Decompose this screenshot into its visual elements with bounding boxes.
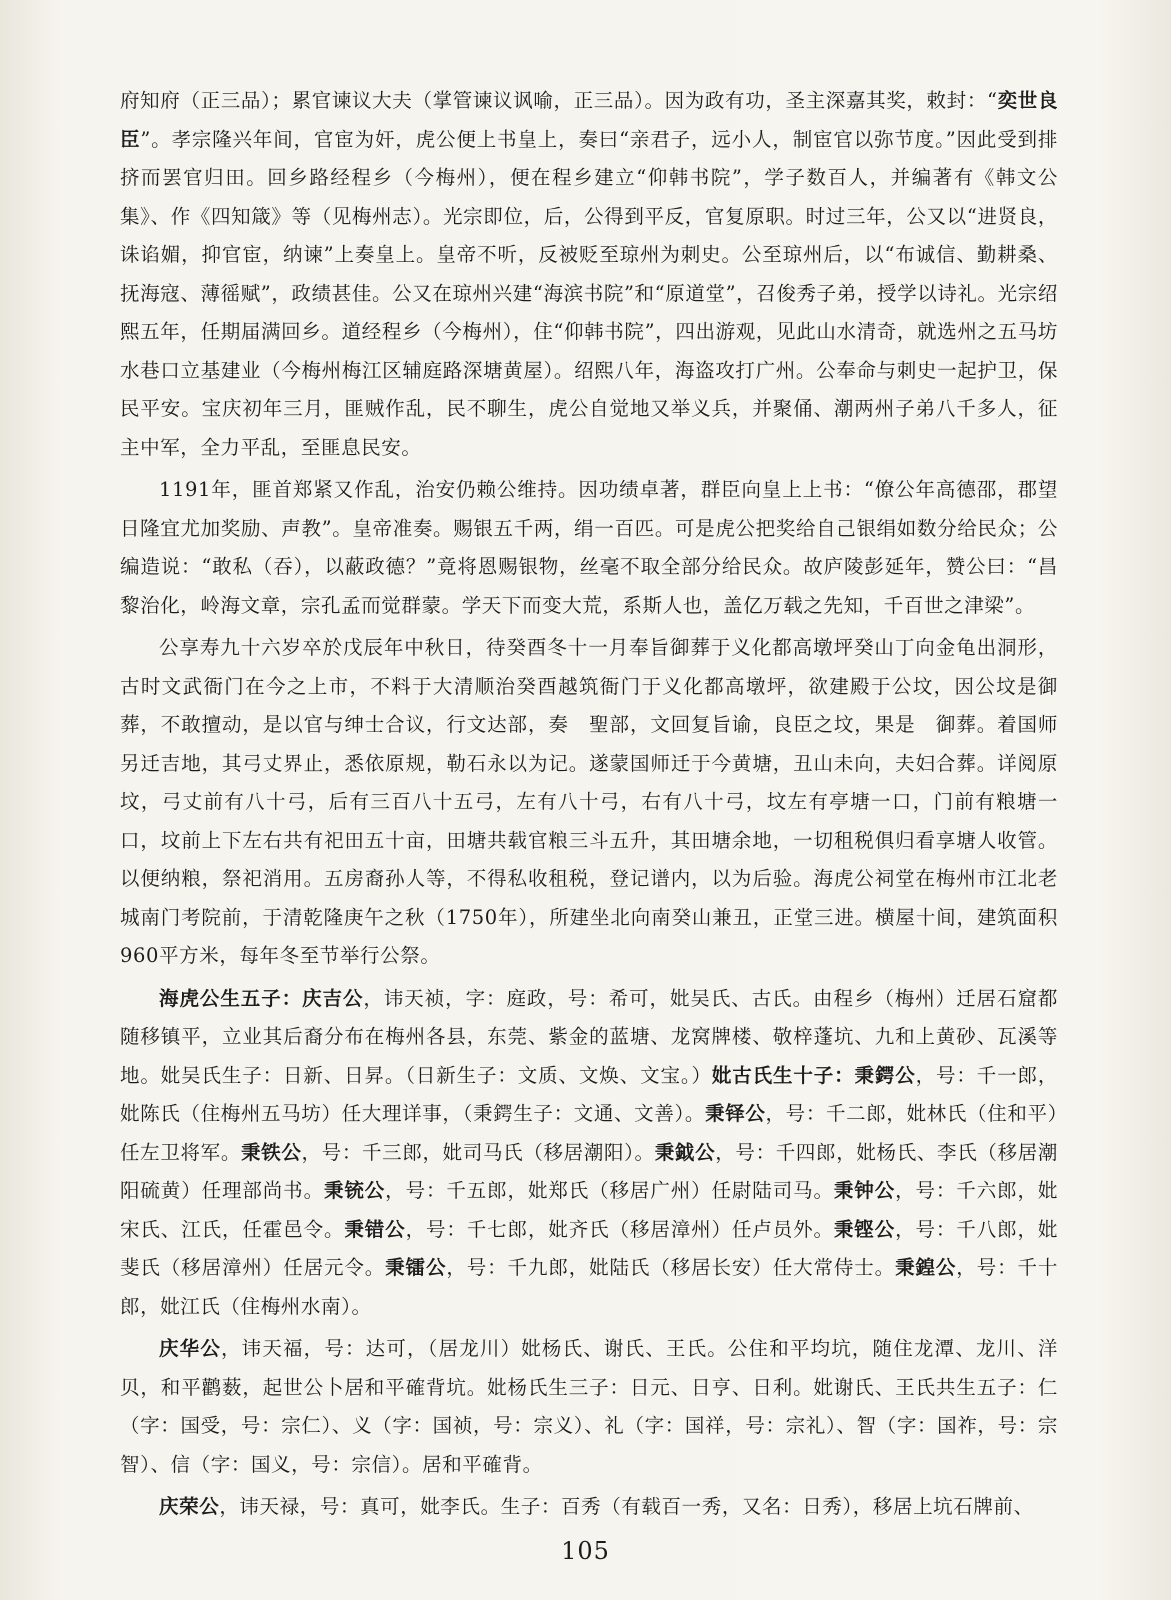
text-run: ，号：千一郎，妣陈氏（住梅州五马坊）任大理详事，（秉鍔生子：文通、文善）。 <box>120 1063 1058 1125</box>
paragraph-5 <box>120 1330 1058 1484</box>
text-run: ，号：千十郎，妣江氏（住梅州水南）。 <box>120 1256 1058 1318</box>
text-run: 1191年，匪首郑紧又作乱，治安仍赖公维持。因功绩卓著，群臣向皇上上书：“僚公年高德邵，郡望日隆宜尤加奖励、声教”。皇帝准奏。赐银五千两，绢一百匹。可是虎公把奖给自己银绢如数分给民众；公编造说：“敢私（吞），以蔽政德？”竟将恩赐银物，丝毫不取全部分给民众。故庐陵彭延年，赞公曰：“昌黎治化，岭海文章，宗孔孟而觉群蒙。学天下而变大荒，系斯人也，盖亿万载之先知，千百世之津梁”。 <box>120 478 1058 617</box>
bold-text-run: 秉错公 <box>344 1217 406 1241</box>
text-run: ，号：千八郎，妣斐氏（移居漳州）任居元令。 <box>120 1217 1058 1279</box>
text-run: ，号：千九郎，妣陆氏（移居长安）任大常侍士。 <box>446 1256 896 1279</box>
bold-text-run: 庆荣公 <box>159 1495 220 1518</box>
bold-text-run: 秉钟公 <box>833 1179 896 1202</box>
text-run: ，号：千七郎，妣齐氏（移居漳州）任卢员外。 <box>405 1217 834 1241</box>
text-run: ，讳天福，号：达可，（居龙川）妣杨氏、谢氏、王氏。公住和平均坑，随住龙潭、龙川、洋贝，和平鹳薮，起世公卜居和平確背坑。妣杨氏生三子：日元、日亨、日利。妣谢氏、王氏共生五子：仁（字：国受，号：宗仁）、义（字：国祯，号：宗义）、礼（字：国祥，号：宗礼）、智（字：国祚，号：宗智）、信（字：国义，号：宗信）。居和平確背。 <box>120 1337 1058 1476</box>
bold-text-run: 奕世良臣 <box>120 89 1058 151</box>
text-run: ，号：千二郎，妣林氏（住和平）任左卫将军。 <box>120 1102 1058 1164</box>
bold-text-run: 秉铁公 <box>241 1140 302 1164</box>
bold-text-run: 秉鉞公 <box>654 1140 716 1164</box>
text-run: ，号：千六郎，妣宋氏、江氏，任霍邑令。 <box>120 1179 1058 1241</box>
bold-text-run: 秉鍠公 <box>895 1256 957 1279</box>
text-run: ，号：千三郎，妣司马氏（移居潮阳）。 <box>301 1140 655 1164</box>
body-text <box>120 82 1058 1527</box>
paragraph-4 <box>120 980 1058 1327</box>
bold-text-run: 庆华公 <box>159 1337 221 1360</box>
text-run: ，讳天禄，号：真可，妣李氏。生子：百秀（有载百一秀，又名：日秀），移居上坑石牌前、 <box>219 1495 1034 1518</box>
paragraph-1 <box>120 82 1058 467</box>
bold-text-run: 秉铿公 <box>833 1217 896 1241</box>
bold-text-run: 妣古氏生十子：秉鍔公 <box>711 1063 916 1087</box>
text-run: ，号：千五郎，妣郑氏（移居广州）任尉陆司马。 <box>385 1179 834 1202</box>
bold-text-run: 海虎公生五子：庆吉公 <box>159 986 364 1010</box>
text-run: ，讳天祯，字：庭政，号：希可，妣吴氏、古氏。由程乡（梅州）迁居石窟都随移镇平，立业其后裔分布在梅州各县，东莞、紫金的蓝塘、龙窝牌楼、敬梓蓬坑、九和上黄砂、瓦溪等地。妣吴氏生子：日新、日昇。（日新生子：文质、文焕、文宝。） <box>120 986 1058 1087</box>
text-run: ，号：千四郎，妣杨氏、李氏（移居潮阳硫黄）任理部尚书。 <box>120 1140 1058 1202</box>
text-run: ”。孝宗隆兴年间，官宦为奸，虎公便上书皇上，奏曰“亲君子，远小人，制宦官以弥节度。”因此受到排挤而罢官归田。回乡路经程乡（今梅州），便在程乡建立“仰韩书院”，学子数百人，并编著有《韩文公集》、作《四知箴》等（见梅州志）。光宗即位，后，公得到平反，官复原职。时过三年，公又以“进贤良，诛谄媚，抑官宦，纳谏”上奏皇上。皇帝不听，反被贬至琼州为刺史。公至琼州后，以“布诚信、勤耕桑、抚海寇、薄徭赋”，政绩甚佳。公又在琼州兴建“海滨书院”和“原道堂”，召俊秀子弟，授学以诗礼。光宗绍熙五年，任期届满回乡。道经程乡（今梅州），住“仰韩书院”，四出游观，见此山水清奇，就选州之五马坊水巷口立基建业（今梅州梅江区辅庭路深塘黄屋）。绍熙八年，海盗攻打广州。公奉命与刺史一起护卫，保民平安。宝庆初年三月，匪贼作乱，民不聊生，虎公自觉地又举义兵，并聚俑、潮两州子弟八千多人，征主中军，全力平乱，至匪息民安。 <box>120 127 1059 459</box>
paragraph-2 <box>120 471 1058 625</box>
page-number: 105 <box>561 1537 610 1565</box>
bold-text-run: 秉铳公 <box>323 1179 386 1202</box>
text-run: 公享寿九十六岁卒於戊辰年中秋日，待癸酉冬十一月奉旨御葬于义化都高墩坪癸山丁向金龟出洞形，古时文武衙门在今之上市，不料于大清顺治癸酉越筑衙门于义化都高墩坪，欲建殿于公坟，因公坟是御葬，不敢擅动，是以官与绅士合议，行文达部，奏 聖部，文回复旨谕，良臣之坟，果是 御葬。着国师另迁吉地，其弓丈界止，悉依原规，勒石永以为记。遂蒙国师迁于今黄塘，丑山未向，夫妇合葬。详阅原坟，弓丈前有八十弓，后有三百八十五弓，左有八十弓，右有八十弓，坟左有亭塘一口，门前有粮塘一口，坟前上下左右共有祀田五十亩，田塘共载官粮三斗五升，其田塘余地，一切租税俱归看享塘人收管。以便纳粮，祭祀消用。五房裔孙人等，不得私收租税，登记谱内，以为后验。海虎公祠堂在梅州市江北老城南门考院前，于清乾隆庚午之秋（1750年），所建坐北向南癸山兼丑，正堂三进。横屋十间，建筑面积960平方米，每年冬至节举行公祭。 <box>120 636 1058 967</box>
bold-text-run: 秉铎公 <box>705 1102 766 1125</box>
text-run: 府知府（正三品）；累官谏议大夫（掌管谏议讽喻，正三品）。因为政有功，圣主深嘉其奖，敕封：“ <box>120 89 998 112</box>
paragraph-3 <box>120 629 1058 976</box>
paragraph-6 <box>120 1488 1058 1527</box>
bold-text-run: 秉镭公 <box>385 1256 447 1279</box>
